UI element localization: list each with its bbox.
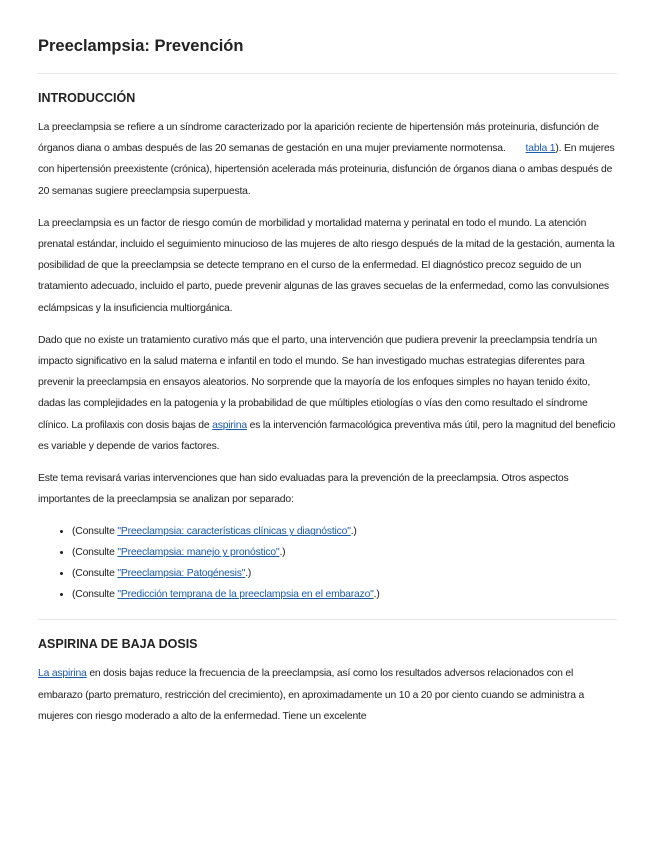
list-item: • (Consulte "Preeclampsia: manejo y pronóstico".) xyxy=(72,542,617,563)
related-topic-link[interactable]: "Predicción temprana de la preeclampsia en el embarazo" xyxy=(117,589,374,601)
related-topics-list xyxy=(38,521,617,605)
list-item: • (Consulte "Predicción temprana de la preeclampsia en el embarazo".) xyxy=(72,584,617,605)
intro-paragraph-3: Dado que no existe un tratamiento curativo más que el parto, una intervención que pudiera prevenir la preeclampsia tendría un impacto significativo en la salud materna e infantil en todo el mundo. Se han investigado muchas estrategias diferentes para prevenir la preeclampsia en ensayos aleatorios. No sorprende que la mayoría de los enfoques simples no hayan tenido éxito, dadas las complejidades en la patogenia y la probabilidad de que múltiples etiologías o vías den como resultado el síndrome clínico. La profilaxis con dosis bajas de aspirina es la intervención farmacológica preventiva más útil, pero la magnitud del beneficio es variable y depende de varios factores. xyxy=(38,334,616,452)
list-item: • (Consulte "Preeclampsia: Patogénesis".) xyxy=(72,563,617,584)
aspirin-link[interactable]: aspirina xyxy=(212,419,247,431)
page-title: Preeclampsia: Prevención xyxy=(38,0,617,74)
aspirin-paragraph-1: La aspirina en dosis bajas reduce la frecuencia de la preeclampsia, así como los resultados adversos relacionados con el embarazo (parto prematuro, restricción del crecimiento), en aproximadamente un 10 a 20 por ciento cuando se administra a mujeres con riesgo moderado a alto de la enfermedad. Tiene un excelente xyxy=(38,668,585,722)
intro-paragraph-4: Este tema revisará varias intervenciones que han sido evaluadas para la prevención de la preeclampsia. Otros aspectos importantes de la preeclampsia se analizan por separado: xyxy=(38,473,569,506)
related-topic-link[interactable]: "Preeclampsia: manejo y pronóstico" xyxy=(117,547,280,559)
table-1-link[interactable]: tabla 1 xyxy=(525,143,556,155)
aspirin-drug-link[interactable]: La aspirina xyxy=(38,668,87,680)
section-divider xyxy=(38,619,617,620)
section-heading-low-dose-aspirin: ASPIRINA DE BAJA DOSIS xyxy=(38,637,198,652)
intro-paragraph-2: La preeclampsia es un factor de riesgo común de morbilidad y mortalidad materna y perinatal en todo el mundo. La atención prenatal estándar, incluido el seguimiento minucioso de las mujeres de alto riesgo después de la mitad de la gestación, aumenta la posibilidad de que la preeclampsia se detecte temprano en el curso de la enfermedad. El diagnóstico precoz seguido de un tratamiento adecuado, incluido el parto, puede prevenir algunas de las graves secuelas de la enfermedad, como las convulsiones eclámpsicas y la insuficiencia multiorgánica. xyxy=(38,217,615,314)
list-item: • (Consulte "Preeclampsia: características clínicas y diagnóstico".) xyxy=(72,521,617,542)
related-topic-link[interactable]: "Preeclampsia: Patogénesis" xyxy=(117,568,246,580)
intro-paragraph-1: La preeclampsia se refiere a un síndrome caracterizado por la aparición reciente de hipertensión más proteinuria, disfunción de órganos diana o ambas después de las 20 semanas de gestación en una mujer previamente normotensa. tabla 1). En mujeres con hipertensión preexistente (crónica), hipertensión acelerada más proteinuria, disfunción de órganos diana o ambas después de 20 semanas sugiere preeclampsia superpuesta. xyxy=(38,122,615,197)
section-heading-introduction: INTRODUCCIÓN xyxy=(38,91,136,105)
related-topic-link[interactable]: "Preeclampsia: características clínicas y diagnóstico" xyxy=(117,526,351,538)
